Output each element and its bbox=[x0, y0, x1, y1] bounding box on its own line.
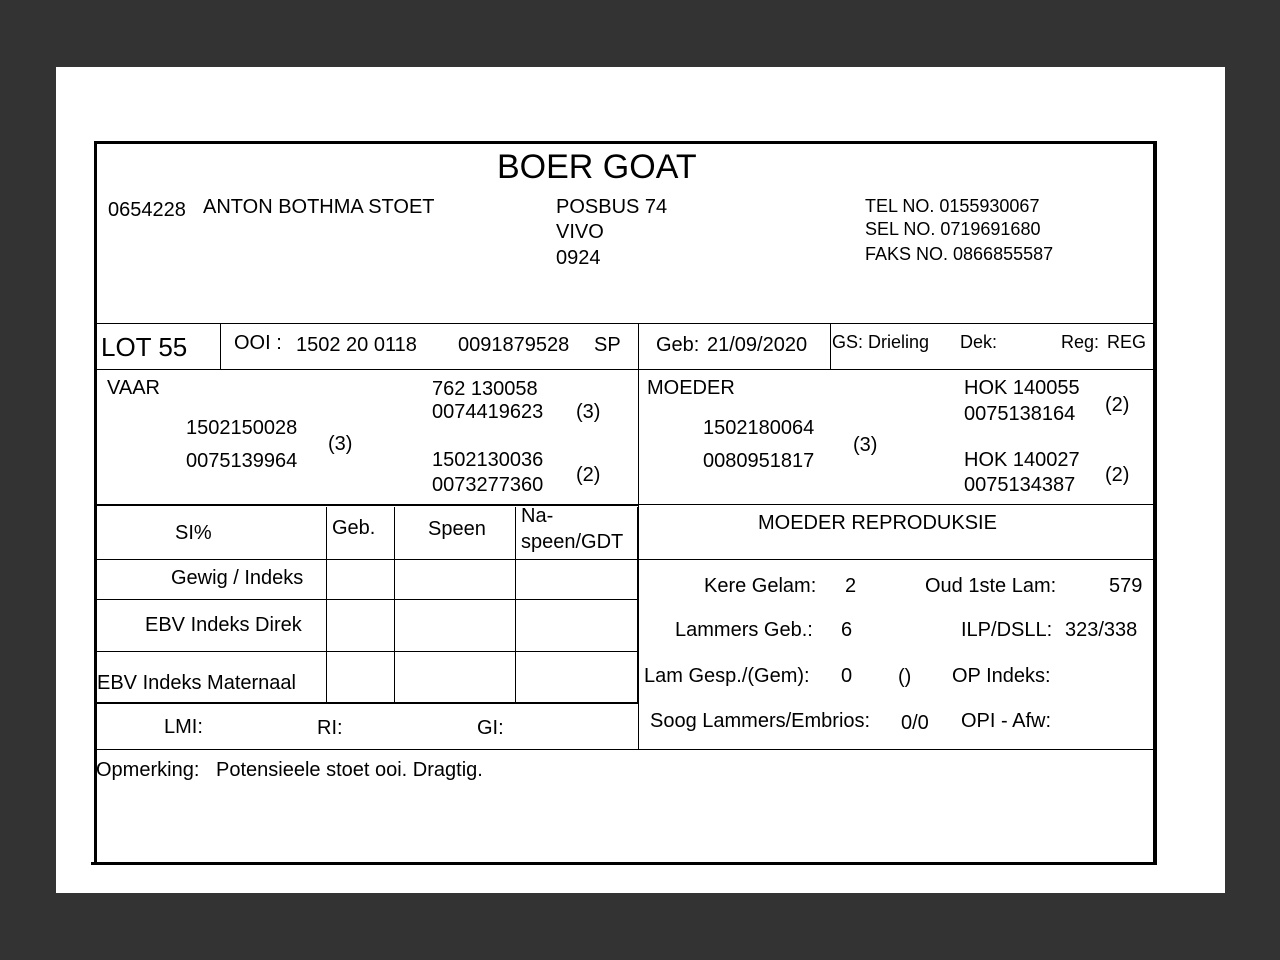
vaar-dam-id: 1502130036 bbox=[432, 449, 544, 471]
vaar-label: VAAR bbox=[107, 377, 160, 399]
border-bottom bbox=[91, 862, 1157, 865]
ri-label: RI: bbox=[317, 717, 343, 739]
lam-gesp-value: 0 bbox=[841, 665, 853, 687]
border-right bbox=[1153, 141, 1157, 865]
oud-lam-label: Oud 1ste Lam: bbox=[925, 575, 1057, 597]
row-ebv-direk: EBV Indeks Direk bbox=[145, 614, 302, 636]
col-naspeen-header-2: speen/GDT bbox=[521, 531, 624, 553]
dek-label: Dek: bbox=[960, 332, 998, 352]
lammers-geb-label: Lammers Geb.: bbox=[675, 619, 813, 641]
rule-row2 bbox=[94, 651, 638, 652]
rule-pedigree-left bbox=[94, 504, 638, 506]
rule-repro-head bbox=[638, 559, 1156, 560]
remarks-label: Opmerking: bbox=[96, 759, 200, 781]
ooi-reg: 0091879528 bbox=[458, 334, 570, 356]
remarks-text: Potensieele stoet ooi. Dragtig. bbox=[216, 759, 483, 781]
oud-lam-value: 579 bbox=[1109, 575, 1143, 597]
address-line-2: VIVO bbox=[556, 221, 604, 243]
gs-status: GS: Drieling bbox=[832, 332, 930, 352]
lam-gesp-label: Lam Gesp./(Gem): bbox=[644, 665, 810, 687]
tel-number: TEL NO. 0155930067 bbox=[865, 196, 1040, 216]
rule-indices bbox=[94, 749, 1156, 750]
moeder-dam-reg: 0075134387 bbox=[964, 474, 1076, 496]
vaar-id: 1502150028 bbox=[186, 417, 298, 439]
vaar-count: (3) bbox=[328, 433, 353, 455]
lam-gem-value: () bbox=[898, 666, 912, 688]
vaar-sire-count: (3) bbox=[576, 401, 601, 423]
vaar-sire-reg: 0074419623 bbox=[432, 401, 544, 423]
border-top bbox=[94, 141, 1156, 144]
col-naspeen-header-1: Na- bbox=[521, 505, 554, 527]
soog-lammers-value: 0/0 bbox=[901, 712, 929, 734]
moeder-sire-id: HOK 140055 bbox=[964, 377, 1080, 399]
ilp-dsll-value: 323/338 bbox=[1065, 619, 1138, 641]
rule-col-end bbox=[637, 507, 639, 703]
row-ebv-maternaal: EBV Indeks Maternaal bbox=[97, 672, 296, 694]
address-line-1: POSBUS 74 bbox=[556, 196, 668, 218]
moeder-count: (3) bbox=[853, 434, 878, 456]
rule-col-geb bbox=[326, 507, 327, 703]
lmi-label: LMI: bbox=[164, 716, 203, 738]
opi-afw-label: OPI - Afw: bbox=[961, 710, 1052, 732]
vaar-dam-reg: 0073277360 bbox=[432, 474, 544, 496]
col-speen-header: Speen bbox=[428, 518, 486, 540]
animal-card bbox=[94, 141, 1157, 865]
moeder-reg: 0080951817 bbox=[703, 450, 815, 472]
card-title: BOER GOAT bbox=[497, 148, 697, 186]
rule-header bbox=[94, 323, 1156, 324]
vaar-reg: 0075139964 bbox=[186, 450, 298, 472]
lammers-geb-value: 6 bbox=[841, 619, 853, 641]
rule-geb-divider bbox=[830, 323, 831, 369]
rule-row1 bbox=[94, 599, 638, 600]
border-left bbox=[94, 141, 97, 865]
rule-col-naspeen bbox=[515, 507, 516, 703]
rule-lot-divider bbox=[220, 323, 221, 369]
address-line-3: 0924 bbox=[556, 247, 601, 269]
geb-date: 21/09/2020 bbox=[707, 334, 808, 356]
geb-label: Geb: bbox=[656, 334, 700, 356]
reproduction-title: MOEDER REPRODUKSIE bbox=[758, 512, 997, 534]
faks-number: FAKS NO. 0866855587 bbox=[865, 244, 1054, 264]
moeder-dam-id: HOK 140027 bbox=[964, 449, 1080, 471]
owner-name: ANTON BOTHMA STOET bbox=[203, 196, 435, 218]
lot-label: LOT 55 bbox=[101, 332, 188, 362]
sel-number: SEL NO. 0719691680 bbox=[865, 219, 1041, 239]
ooi-label: OOI : bbox=[234, 332, 282, 354]
ilp-dsll-label: ILP/DSLL: bbox=[961, 619, 1053, 641]
rule-pedigree-right bbox=[638, 504, 1156, 505]
owner-number: 0654228 bbox=[108, 199, 186, 221]
ooi-id: 1502 20 0118 bbox=[296, 334, 417, 356]
kere-gelam-value: 2 bbox=[845, 575, 857, 597]
vaar-sire-id: 762 130058 bbox=[432, 378, 538, 400]
moeder-dam-count: (2) bbox=[1105, 464, 1130, 486]
col-geb-header: Geb. bbox=[332, 517, 376, 539]
rule-perf-head bbox=[94, 559, 638, 560]
reg-value: REG bbox=[1107, 332, 1147, 352]
si-percent-label: SI% bbox=[175, 522, 212, 544]
op-indeks-label: OP Indeks: bbox=[952, 665, 1051, 687]
rule-row3 bbox=[94, 702, 638, 704]
moeder-sire-reg: 0075138164 bbox=[964, 403, 1076, 425]
rule-col-speen bbox=[394, 507, 395, 703]
soog-lammers-label: Soog Lammers/Embrios: bbox=[650, 710, 871, 732]
row-gewig-indeks: Gewig / Indeks bbox=[171, 567, 304, 589]
moeder-sire-count: (2) bbox=[1105, 394, 1130, 416]
moeder-label: MOEDER bbox=[647, 377, 735, 399]
gi-label: GI: bbox=[477, 717, 504, 739]
reg-label: Reg: bbox=[1061, 332, 1100, 352]
vaar-dam-count: (2) bbox=[576, 464, 601, 486]
ooi-code: SP bbox=[594, 334, 621, 356]
rule-lot bbox=[94, 369, 1156, 370]
moeder-id: 1502180064 bbox=[703, 417, 815, 439]
kere-gelam-label: Kere Gelam: bbox=[704, 575, 817, 597]
